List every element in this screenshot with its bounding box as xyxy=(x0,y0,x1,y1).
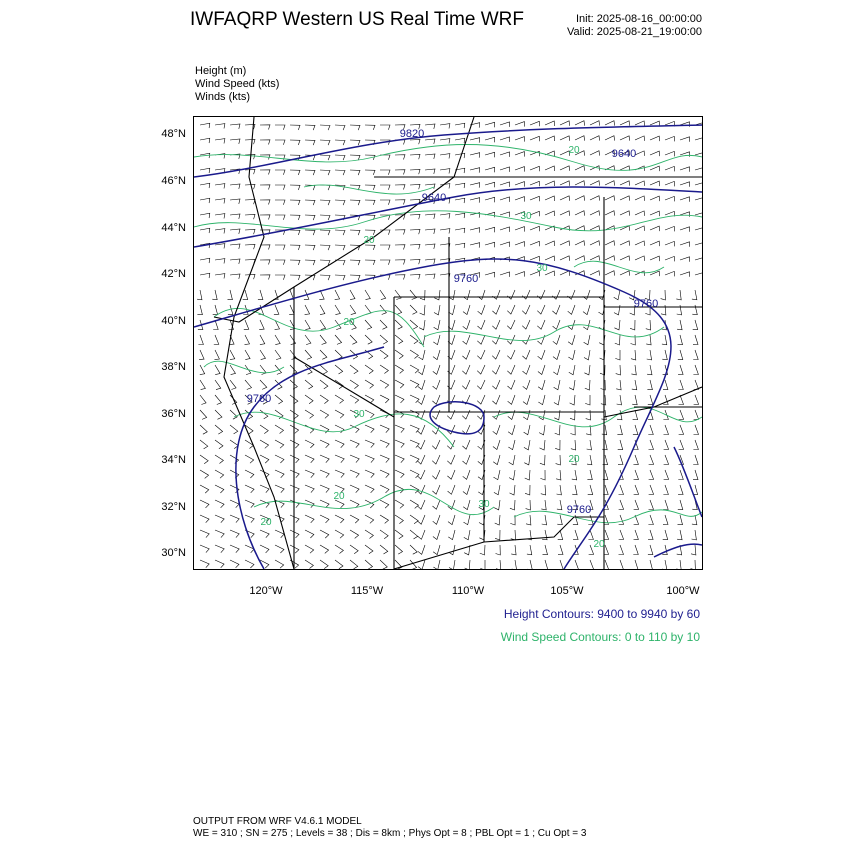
height-contour-label: 9760 xyxy=(453,273,479,285)
boundary-line xyxy=(484,517,604,542)
wind-speed-contour-label: 20 xyxy=(593,539,605,550)
height-contour-label: 9760 xyxy=(246,393,272,405)
map-panel xyxy=(193,116,703,570)
boundary-line xyxy=(394,412,484,569)
height-contour-label: 9640 xyxy=(611,148,637,160)
field-height: Height (m) xyxy=(195,65,247,77)
height-contour-line xyxy=(194,187,702,247)
lat-label-36n: 36°N xyxy=(161,408,186,420)
height-contour-label: 9820 xyxy=(399,128,425,140)
model-footer xyxy=(193,816,586,840)
lat-label-32n: 32°N xyxy=(161,501,186,513)
wind-speed-contour-label: 20 xyxy=(568,454,580,465)
lat-label-46n: 46°N xyxy=(161,175,186,187)
init-valid-times xyxy=(567,13,702,39)
lat-label-34n: 34°N xyxy=(161,454,186,466)
wind-speed-contour-line xyxy=(514,510,702,523)
height-contours-note: Height Contours: 9400 to 9940 by 60 xyxy=(503,607,700,621)
wind-speed-contour-label: 20 xyxy=(260,517,272,528)
lat-label-42n: 42°N xyxy=(161,268,186,280)
field-wind-speed: Wind Speed (kts) xyxy=(195,78,280,90)
init-time: Init: 2025-08-16_00:00:00 xyxy=(576,13,702,25)
lat-label-38n: 38°N xyxy=(161,361,186,373)
wind-speed-contour-label: 30 xyxy=(520,211,532,222)
boundary-line xyxy=(604,387,702,417)
wind-speed-contour-line xyxy=(304,185,434,194)
wind-speed-contour-label: 20 xyxy=(363,235,375,246)
height-contour-label: 9760 xyxy=(566,504,592,516)
lon-label-105w: 105°W xyxy=(550,585,584,597)
wind-speed-contour-line xyxy=(574,261,664,273)
lon-label-100w: 100°W xyxy=(666,585,700,597)
height-contour-label: 9640 xyxy=(421,192,447,204)
wind-speed-contour-label: 30 xyxy=(353,409,365,420)
lon-label-120w: 120°W xyxy=(249,585,283,597)
wind-speed-contour-label: 20 xyxy=(333,491,345,502)
plot-title: IWFAQRP Western US Real Time WRF xyxy=(190,9,524,30)
map-canvas xyxy=(194,117,702,569)
wind-speed-contours-note: Wind Speed Contours: 0 to 110 by 10 xyxy=(500,630,700,644)
lat-label-48n: 48°N xyxy=(161,128,186,140)
boundary-line xyxy=(214,117,474,322)
height-contours xyxy=(194,125,702,569)
lat-label-30n: 30°N xyxy=(161,547,186,559)
lon-label-110w: 110°W xyxy=(451,585,485,597)
valid-time: Valid: 2025-08-21_19:00:00 xyxy=(567,26,702,38)
height-contour-label: 9760 xyxy=(633,298,659,310)
wind-speed-contour-label: 30 xyxy=(536,263,548,274)
footer-config-line: WE = 310 ; SN = 275 ; Levels = 38 ; Dis = 8km ; Phys Opt = 8 ; PBL Opt = 1 ; Cu Opt = 3 xyxy=(193,828,587,839)
wind-speed-contour-line xyxy=(254,489,494,514)
wind-speed-contour-line xyxy=(494,407,702,427)
lat-label-40n: 40°N xyxy=(161,315,186,327)
lon-label-115w: 115°W xyxy=(350,585,384,597)
wind-speed-contour-label: 20 xyxy=(343,317,355,328)
wind-speed-contour-label: 30 xyxy=(478,499,490,510)
height-contour-line xyxy=(674,447,702,517)
lat-label-44n: 44°N xyxy=(161,222,186,234)
footer-model-line: OUTPUT FROM WRF V4.6.1 MODEL xyxy=(193,816,362,827)
field-winds: Winds (kts) xyxy=(195,91,250,103)
fields-legend xyxy=(195,65,279,104)
wind-speed-contour-label: 20 xyxy=(568,145,580,156)
